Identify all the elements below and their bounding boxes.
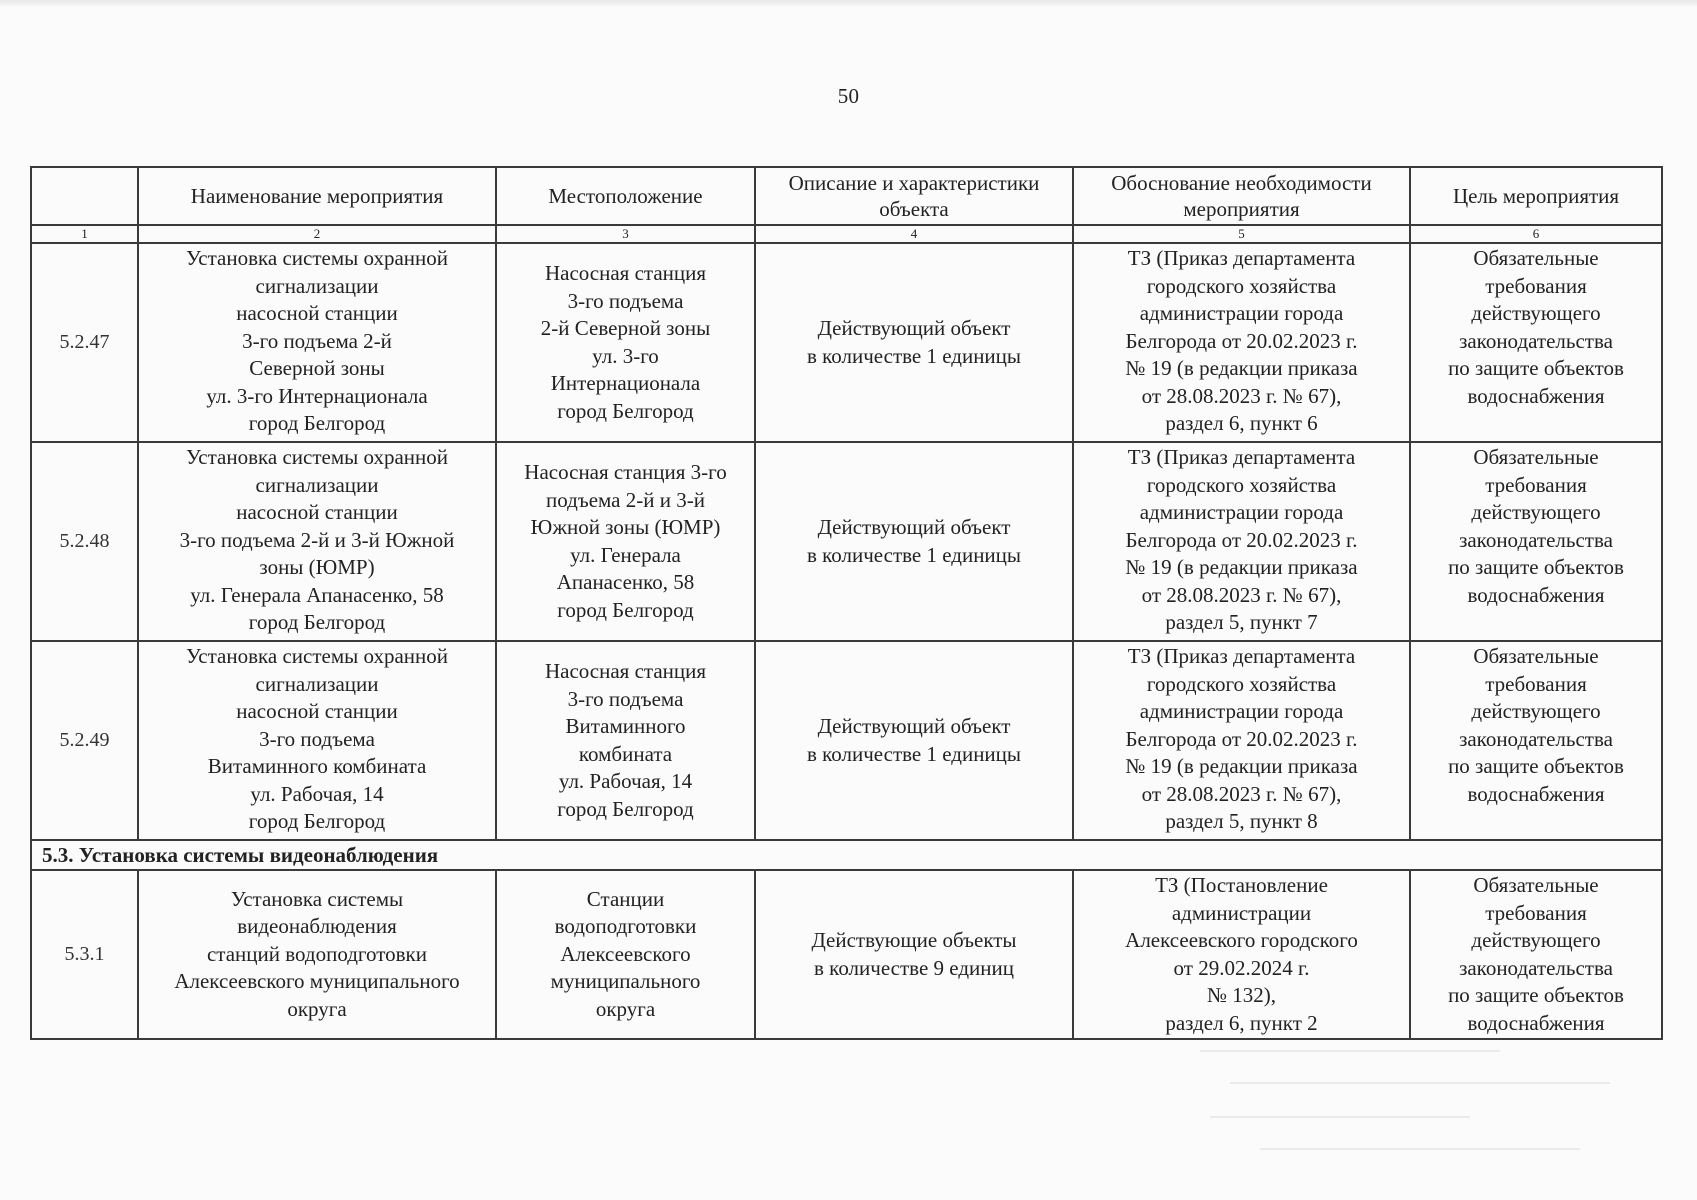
measure-justification: ТЗ (Постановление администрации Алексеевского городского от 29.02.2024 г. № 132), раздел 6, пункт 2 [1073, 870, 1410, 1039]
measure-name: Установка системы охранной сигнализации насосной станции 3-го подъема 2-й и 3-й Южной зоны (ЮМР) ул. Генерала Апанасенко, 58 город Белгород [138, 442, 496, 641]
measure-justification: ТЗ (Приказ департамента городского хозяйства администрации города Белгорода от 20.02.2023 г. № 19 (в редакции приказа от 28.08.2023 г. № 67), раздел 6, пункт 6 [1073, 243, 1410, 442]
column-number-2: 2 [138, 225, 496, 243]
column-number-3: 3 [496, 225, 755, 243]
column-number-5: 5 [1073, 225, 1410, 243]
section-heading-row [31, 840, 1662, 870]
measure-name: Установка системы охранной сигнализации насосной станции 3-го подъема Витаминного комбината ул. Рабочая, 14 город Белгород [138, 641, 496, 840]
measure-location: Насосная станция 3-го подъема 2-й и 3-й Южной зоны (ЮМР) ул. Генерала Апанасенко, 58 город Белгород [496, 442, 755, 641]
column-number-6: 6 [1410, 225, 1662, 243]
column-number-row [31, 225, 1662, 243]
measure-description: Действующие объекты в количестве 9 единиц [755, 870, 1073, 1039]
measure-justification: ТЗ (Приказ департамента городского хозяйства администрации города Белгорода от 20.02.2023 г. № 19 (в редакции приказа от 28.08.2023 г. № 67), раздел 5, пункт 7 [1073, 442, 1410, 641]
section-heading: 5.3. Установка системы видеонаблюдения [31, 840, 1662, 870]
measure-description: Действующий объект в количестве 1 единицы [755, 641, 1073, 840]
measure-justification: ТЗ (Приказ департамента городского хозяйства администрации города Белгорода от 20.02.2023 г. № 19 (в редакции приказа от 28.08.2023 г. № 67), раздел 5, пункт 8 [1073, 641, 1410, 840]
header-description: Описание и характеристики объекта [755, 167, 1073, 225]
scan-artifact-line [1260, 1148, 1580, 1150]
scan-top-edge [0, 0, 1697, 6]
table-row [31, 243, 1662, 442]
header-number [31, 167, 138, 225]
measure-goal: Обязательные требования действующего законодательства по защите объектов водоснабжения [1410, 870, 1662, 1039]
measure-location: Станции водоподготовки Алексеевского муниципального округа [496, 870, 755, 1039]
column-number-4: 4 [755, 225, 1073, 243]
row-number: 5.2.49 [31, 641, 138, 840]
header-justification: Обоснование необходимости мероприятия [1073, 167, 1410, 225]
table-row [31, 641, 1662, 840]
scan-artifact-line [1210, 1116, 1470, 1118]
table-row [31, 442, 1662, 641]
measure-goal: Обязательные требования действующего законодательства по защите объектов водоснабжения [1410, 641, 1662, 840]
measure-location: Насосная станция 3-го подъема 2-й Северной зоны ул. 3-го Интернационала город Белгород [496, 243, 755, 442]
header-location: Местоположение [496, 167, 755, 225]
header-name: Наименование мероприятия [138, 167, 496, 225]
measures-table [30, 166, 1663, 1040]
measure-goal: Обязательные требования действующего законодательства по защите объектов водоснабжения [1410, 243, 1662, 442]
table-row [31, 870, 1662, 1039]
page-number: 50 [837, 84, 860, 108]
measure-description: Действующий объект в количестве 1 единицы [755, 442, 1073, 641]
measure-location: Насосная станция 3-го подъема Витаминного комбината ул. Рабочая, 14 город Белгород [496, 641, 755, 840]
header-row [31, 167, 1662, 225]
measure-name: Установка системы охранной сигнализации насосной станции 3-го подъема 2-й Северной зоны ул. 3-го Интернационала город Белгород [138, 243, 496, 442]
scan-artifact-line [1200, 1050, 1500, 1052]
header-goal: Цель мероприятия [1410, 167, 1662, 225]
row-number: 5.2.47 [31, 243, 138, 442]
measure-description: Действующий объект в количестве 1 единицы [755, 243, 1073, 442]
measure-goal: Обязательные требования действующего законодательства по защите объектов водоснабжения [1410, 442, 1662, 641]
scan-artifacts [1200, 1040, 1640, 1190]
row-number: 5.2.48 [31, 442, 138, 641]
scan-artifact-line [1230, 1082, 1610, 1084]
column-number-1: 1 [31, 225, 138, 243]
measure-name: Установка системы видеонаблюдения станций водоподготовки Алексеевского муниципального округа [138, 870, 496, 1039]
row-number: 5.3.1 [31, 870, 138, 1039]
